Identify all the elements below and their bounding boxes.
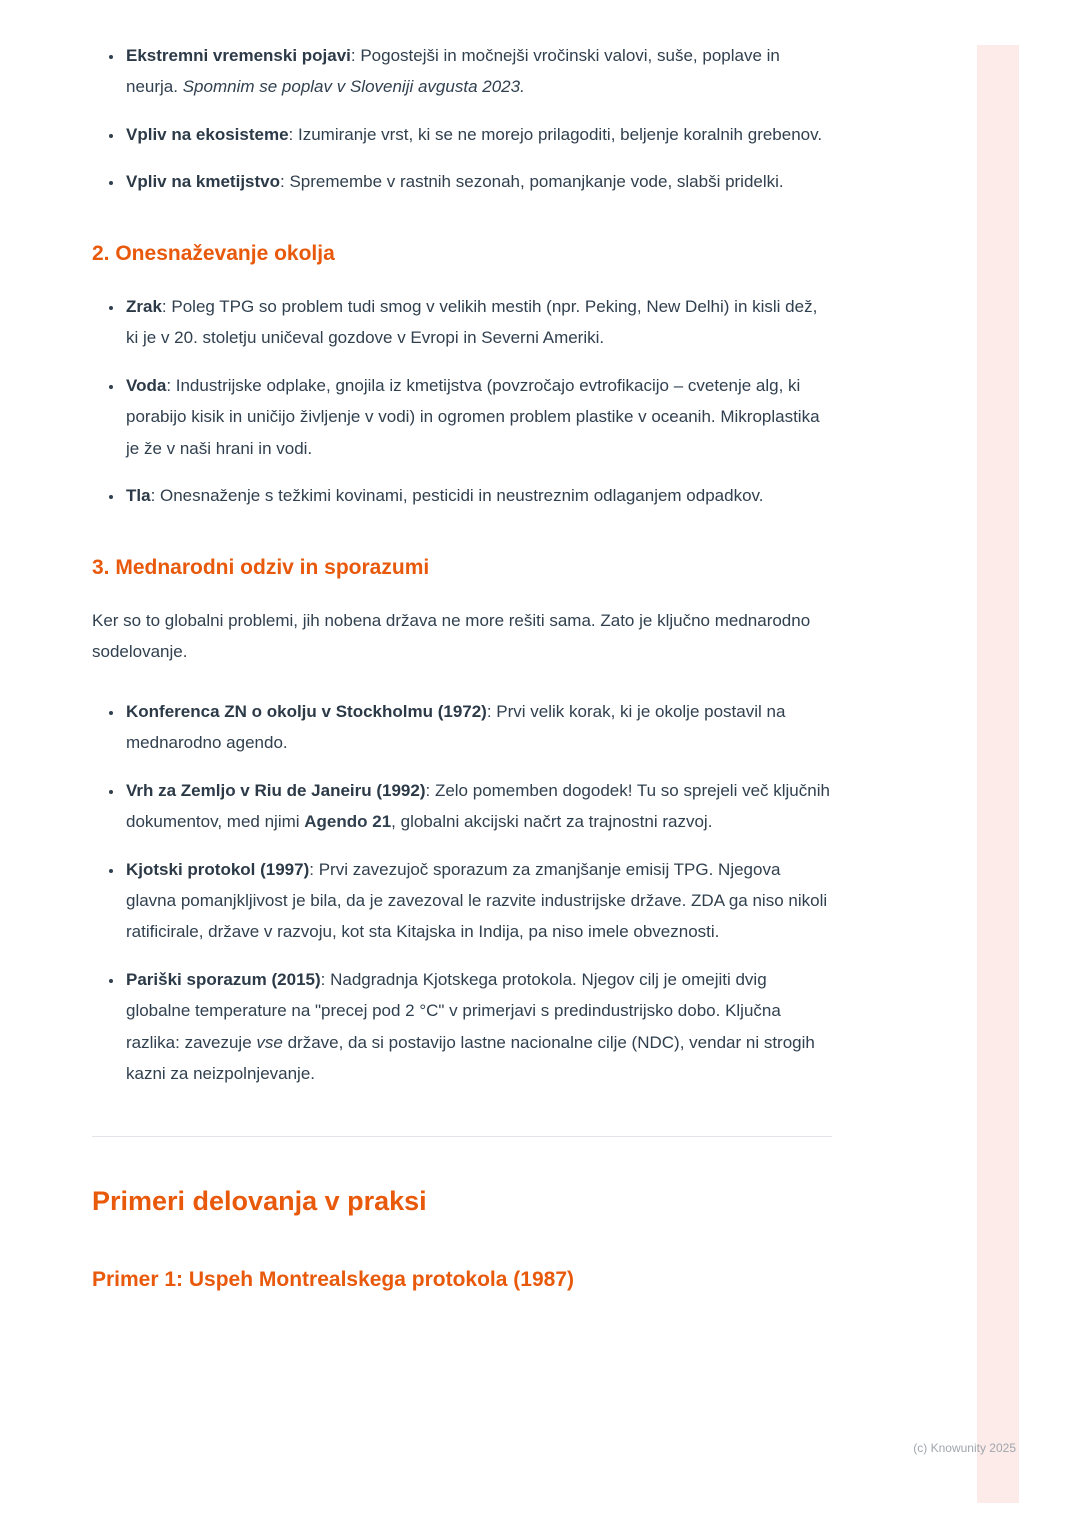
bullet-lead: Vpliv na ekosisteme <box>126 124 289 144</box>
list-item <box>124 480 832 511</box>
list-item <box>124 291 832 354</box>
bullet-italic-emphasis: vse <box>256 1032 283 1052</box>
list-item <box>124 119 832 150</box>
list-item <box>124 854 832 948</box>
page-edge-stripe <box>977 45 1019 1503</box>
bullet-lead: Ekstremni vremenski pojavi <box>126 46 351 65</box>
section-heading-pollution: 2. Onesnaževanje okolja <box>92 241 335 265</box>
bullet-text: : Izumiranje vrst, ki se ne morejo prilagoditi, beljenje koralnih grebenov. <box>288 124 823 144</box>
list-item <box>124 696 832 759</box>
bullet-italic-note: Spomnim se poplav v Sloveniji avgusta 2023. <box>182 77 525 97</box>
bullet-lead: Vrh za Zemljo v Riu de Janeiru (1992) <box>126 780 426 800</box>
list-item <box>124 370 832 464</box>
bullet-text: : Prvi zavezujoč sporazum za zmanjšanje emisij TPG. Njegova glavna pomanjkljivost je bila, da je zavezoval le razvite industrijske države. ZDA ga niso nikoli ratificirale, države v razvoju, kot sta Kitajska in Indija, pa niso imele obveznosti. <box>126 859 828 942</box>
bullet-text: , globalni akcijski načrt za trajnostni razvoj. <box>391 812 713 832</box>
copyright-watermark: (c) Knowunity 2025 <box>913 1441 1016 1455</box>
list-item <box>124 40 832 103</box>
bullet-text: : Poleg TPG so problem tudi smog v velikih mestih (npr. Peking, New Delhi) in kisli dež, ki je v 20. stoletju uničeval gozdove v Evropi in Severni Ameriki. <box>126 297 818 348</box>
bullet-lead: Zrak <box>126 297 162 317</box>
subsection-heading-primer-1: Primer 1: Uspeh Montrealskega protokola (1987) <box>92 1268 574 1292</box>
section-divider <box>92 1136 832 1137</box>
bullet-text: : Industrijske odplake, gnojila iz kmetijstva (povzročajo evtrofikacijo – cvetenje alg, ki porabijo kisik in uničijo življenje v vodi) in ogromen problem plastike v oceanih. Mikroplastika je že v naši hrani in vodi. <box>126 375 820 458</box>
bullet-lead: Konferenca ZN o okolju v Stockholmu (1972) <box>126 701 487 721</box>
bullet-text: : Prvi velik korak, ki je okolje postavil na mednarodno agendo. <box>126 701 786 753</box>
bullet-bold-term: Agendo 21 <box>304 812 392 832</box>
section-intro-paragraph: Ker so to globalni problemi, jih nobena država ne more rešiti sama. Zato je ključno mednarodno sodelovanje. <box>92 610 811 662</box>
pollution-bullet-list <box>92 291 832 512</box>
bullet-text: države, da si postavijo lastne nacionalne cilje (NDC), vendar ni strogih kazni za neizpolnjevanje. <box>126 1032 815 1084</box>
bullet-lead: Voda <box>126 375 167 395</box>
page-title-examples: Primeri delovanja v praksi <box>92 1185 427 1216</box>
agreements-bullet-list <box>92 696 832 1090</box>
bullet-text: : Pogostejši in močnejši vročinski valovi, suše, poplave in neurja. <box>126 46 780 97</box>
bullet-text: : Spremembe v rastnih sezonah, pomanjkanje vode, slabši pridelki. <box>280 172 784 192</box>
list-item <box>124 964 832 1090</box>
bullet-text: : Zelo pomemben dogodek! Tu so sprejeli več ključnih dokumentov, med njimi <box>126 780 830 832</box>
bullet-lead: Pariški sporazum (2015) <box>126 969 321 989</box>
bullet-text: : Onesnaženje s težkimi kovinami, pesticidi in neustreznim odlaganjem odpadkov. <box>150 486 764 506</box>
bullet-lead: Vpliv na kmetijstvo <box>126 172 280 192</box>
bullet-lead: Kjotski protokol (1997) <box>126 859 310 879</box>
document-content <box>92 40 832 1294</box>
list-item <box>124 775 832 838</box>
bullet-text: : Nadgradnja Kjotskega protokola. Njegov cilj je omejiti dvig globalne temperature na "precej pod 2 °C" v primerjavi s predindustrijsko dobo. Ključna razlika: zavezuje <box>126 969 781 1052</box>
section-heading-international-response: 3. Mednarodni odziv in sporazumi <box>92 555 430 579</box>
climate-impact-bullet-list <box>92 40 832 198</box>
bullet-lead: Tla <box>126 486 151 506</box>
list-item <box>124 166 832 197</box>
